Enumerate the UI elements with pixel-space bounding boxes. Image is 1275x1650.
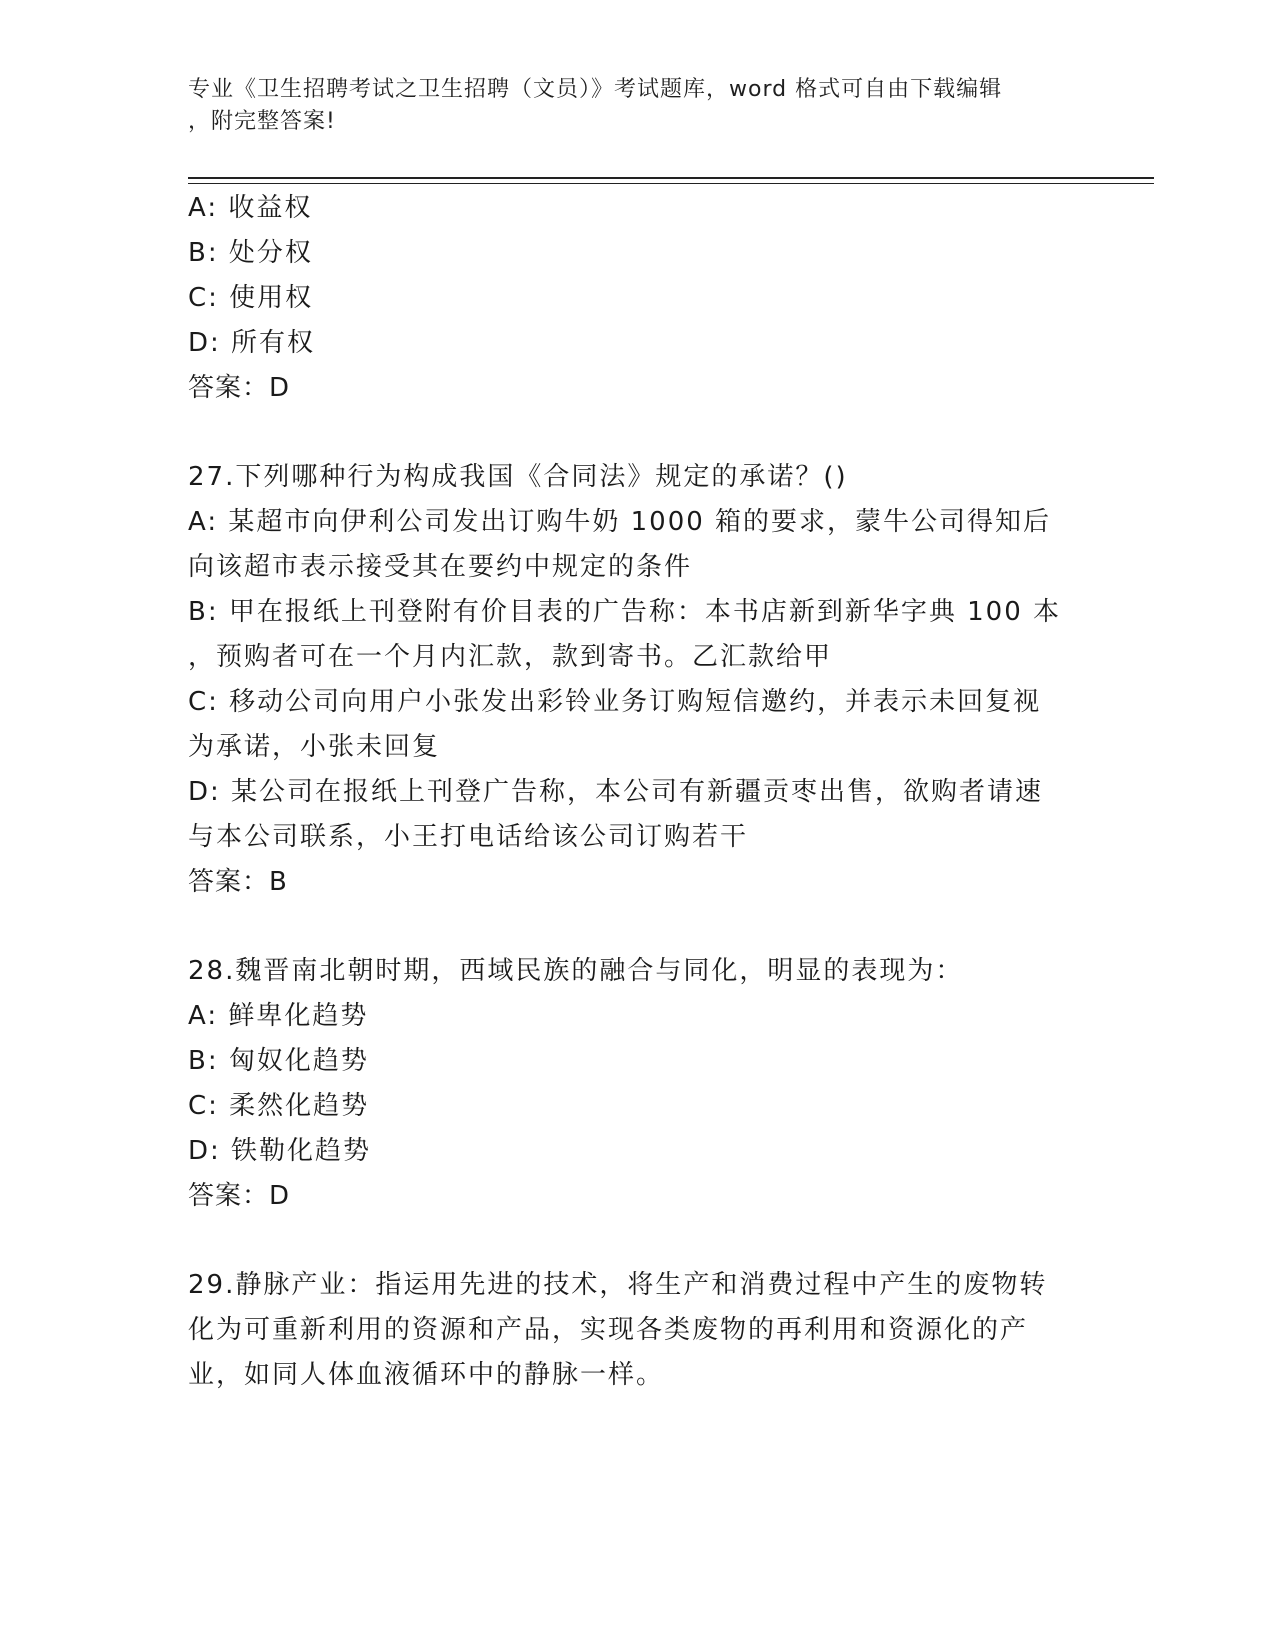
q27-option-a-line-2: 向该超市表示接受其在要约中规定的条件 [188, 552, 693, 582]
q27-option-b-line-1: B: 甲在报纸上刊登附有价目表的广告称：本书店新到新华字典 100 本 [188, 597, 1062, 627]
q28-option-b: B: 匈奴化趋势 [188, 1046, 369, 1076]
q26-option-a: A: 收益权 [188, 193, 313, 223]
q27-stem: 27.下列哪种行为构成我国《合同法》规定的承诺？() [188, 462, 848, 492]
q28-option-d: D: 铁勒化趋势 [188, 1136, 372, 1166]
header-line-2: ，附完整答案! [188, 109, 336, 134]
q27-option-d-line-1: D: 某公司在报纸上刊登广告称，本公司有新疆贡枣出售，欲购者请速 [188, 777, 1044, 807]
q26-option-b: B: 处分权 [188, 238, 313, 268]
q27-option-d-line-2: 与本公司联系，小王打电话给该公司订购若干 [188, 822, 749, 852]
q27-option-c-line-2: 为承诺，小张未回复 [188, 732, 441, 762]
q26-option-d: D: 所有权 [188, 328, 316, 358]
q29-line-2: 化为可重新利用的资源和产品，实现各类废物的再利用和资源化的产 [188, 1315, 1029, 1345]
header-divider-top [188, 177, 1154, 179]
q28-stem: 28.魏晋南北朝时期，西域民族的融合与同化，明显的表现为： [188, 956, 964, 986]
document-header [188, 74, 1068, 138]
q27-option-c-line-1: C: 移动公司向用户小张发出彩铃业务订购短信邀约，并表示未回复视 [188, 687, 1042, 717]
q29-line-1: 29.静脉产业：指运用先进的技术，将生产和消费过程中产生的废物转 [188, 1270, 1048, 1300]
q28-answer: 答案：D [188, 1181, 291, 1211]
q26-option-c: C: 使用权 [188, 283, 314, 313]
header-divider-bottom [188, 183, 1154, 184]
header-line-1: 专业《卫生招聘考试之卫生招聘（文员）》考试题库，word 格式可自由下载编辑 [188, 77, 1003, 102]
q27-option-b-line-2: ，预购者可在一个月内汇款，款到寄书。乙汇款给甲 [188, 642, 833, 672]
q28-option-a: A: 鲜卑化趋势 [188, 1001, 369, 1031]
q28-option-c: C: 柔然化趋势 [188, 1091, 370, 1121]
q27-option-a-line-1: A: 某超市向伊利公司发出订购牛奶 1000 箱的要求，蒙牛公司得知后 [188, 507, 1052, 537]
q27-answer: 答案：B [188, 867, 288, 897]
q29-line-3: 业，如同人体血液循环中的静脉一样。 [188, 1360, 665, 1390]
q26-answer: 答案：D [188, 373, 291, 403]
